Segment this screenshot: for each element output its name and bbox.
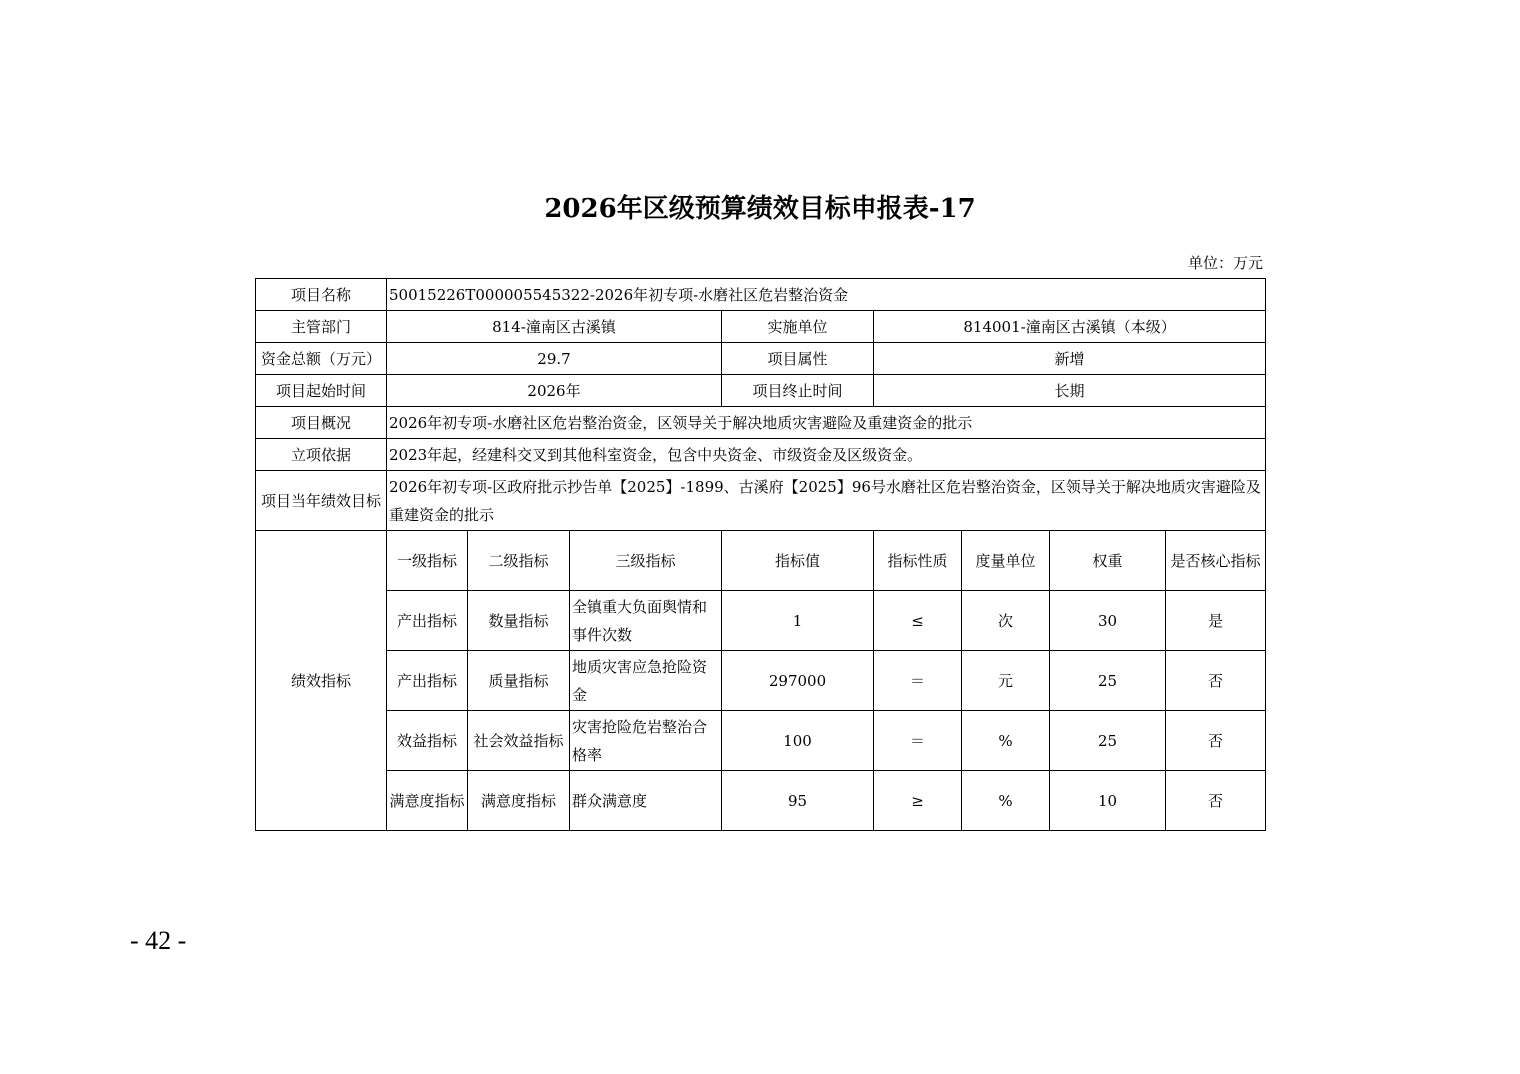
basis-value: 2023年起，经建科交叉到其他科室资金，包含中央资金、市级资金及区级资金。 bbox=[387, 439, 1266, 471]
indicator-core: 否 bbox=[1166, 771, 1266, 831]
attr-label: 项目属性 bbox=[722, 343, 874, 375]
end-value: 长期 bbox=[874, 375, 1266, 407]
goal-value: 2026年初专项-区政府批示抄告单【2025】-1899、古溪府【2025】96号水磨社区危岩整治资金，区领导关于解决地质灾害避险及重建资金的批示 bbox=[387, 471, 1266, 531]
row-total bbox=[256, 343, 1266, 375]
attr-value: 新增 bbox=[874, 343, 1266, 375]
page-title: 2026年区级预算绩效目标申报表-17 bbox=[544, 194, 976, 224]
page-number: - 42 - bbox=[130, 926, 187, 955]
impl-unit-label: 实施单位 bbox=[722, 311, 874, 343]
total-label: 资金总额（万元） bbox=[256, 343, 387, 375]
header-core: 是否核心指标 bbox=[1166, 531, 1266, 591]
indicator-level3: 群众满意度 bbox=[570, 771, 722, 831]
header-weight: 权重 bbox=[1050, 531, 1166, 591]
project-name-label: 项目名称 bbox=[256, 279, 387, 311]
end-label: 项目终止时间 bbox=[722, 375, 874, 407]
start-value: 2026年 bbox=[387, 375, 722, 407]
indicator-nature: ≥ bbox=[874, 771, 962, 831]
indicator-value: 100 bbox=[722, 711, 874, 771]
header-value: 指标值 bbox=[722, 531, 874, 591]
indicator-unit: 元 bbox=[962, 651, 1050, 711]
performance-target-table bbox=[255, 278, 1266, 831]
basis-label: 立项依据 bbox=[256, 439, 387, 471]
indicator-nature: ＝ bbox=[874, 651, 962, 711]
indicator-unit: 次 bbox=[962, 591, 1050, 651]
row-goal bbox=[256, 471, 1266, 531]
indicator-value: 297000 bbox=[722, 651, 874, 711]
project-name-value: 50015226T000005545322-2026年初专项-水磨社区危岩整治资金 bbox=[387, 279, 1266, 311]
overview-label: 项目概况 bbox=[256, 407, 387, 439]
indicator-level3: 地质灾害应急抢险资金 bbox=[570, 651, 722, 711]
row-project-name bbox=[256, 279, 1266, 311]
indicator-unit: % bbox=[962, 711, 1050, 771]
indicator-level1: 产出指标 bbox=[387, 591, 468, 651]
indicator-value: 1 bbox=[722, 591, 874, 651]
total-value: 29.7 bbox=[387, 343, 722, 375]
goal-label: 项目当年绩效目标 bbox=[256, 471, 387, 531]
impl-unit-value: 814001-潼南区古溪镇（本级） bbox=[874, 311, 1266, 343]
indicator-level2: 社会效益指标 bbox=[468, 711, 570, 771]
indicator-level2: 质量指标 bbox=[468, 651, 570, 711]
indicator-header-row bbox=[256, 531, 1266, 591]
indicator-weight: 10 bbox=[1050, 771, 1166, 831]
indicator-value: 95 bbox=[722, 771, 874, 831]
indicator-core: 否 bbox=[1166, 651, 1266, 711]
indicator-unit: % bbox=[962, 771, 1050, 831]
indicator-level1: 满意度指标 bbox=[387, 771, 468, 831]
header-unit: 度量单位 bbox=[962, 531, 1050, 591]
header-level3: 三级指标 bbox=[570, 531, 722, 591]
header-level1: 一级指标 bbox=[387, 531, 468, 591]
header-level2: 二级指标 bbox=[468, 531, 570, 591]
row-overview bbox=[256, 407, 1266, 439]
indicator-core: 否 bbox=[1166, 711, 1266, 771]
row-basis bbox=[256, 439, 1266, 471]
indicator-weight: 25 bbox=[1050, 711, 1166, 771]
indicator-nature: ＝ bbox=[874, 711, 962, 771]
indicator-level1: 产出指标 bbox=[387, 651, 468, 711]
indicator-row bbox=[256, 771, 1266, 831]
indicator-weight: 25 bbox=[1050, 651, 1166, 711]
indicator-level3: 全镇重大负面舆情和事件次数 bbox=[570, 591, 722, 651]
indicator-weight: 30 bbox=[1050, 591, 1166, 651]
row-dept bbox=[256, 311, 1266, 343]
indicator-level2: 数量指标 bbox=[468, 591, 570, 651]
indicator-level2: 满意度指标 bbox=[468, 771, 570, 831]
start-label: 项目起始时间 bbox=[256, 375, 387, 407]
dept-label: 主管部门 bbox=[256, 311, 387, 343]
indicator-row bbox=[256, 591, 1266, 651]
indicator-level3: 灾害抢险危岩整治合格率 bbox=[570, 711, 722, 771]
header-nature: 指标性质 bbox=[874, 531, 962, 591]
dept-value: 814-潼南区古溪镇 bbox=[387, 311, 722, 343]
indicator-row bbox=[256, 711, 1266, 771]
indicators-section-label: 绩效指标 bbox=[256, 531, 387, 831]
indicator-level1: 效益指标 bbox=[387, 711, 468, 771]
indicator-nature: ≤ bbox=[874, 591, 962, 651]
indicator-row bbox=[256, 651, 1266, 711]
row-time bbox=[256, 375, 1266, 407]
indicator-core: 是 bbox=[1166, 591, 1266, 651]
unit-label: 单位：万元 bbox=[1187, 254, 1263, 272]
overview-value: 2026年初专项-水磨社区危岩整治资金，区领导关于解决地质灾害避险及重建资金的批示 bbox=[387, 407, 1266, 439]
